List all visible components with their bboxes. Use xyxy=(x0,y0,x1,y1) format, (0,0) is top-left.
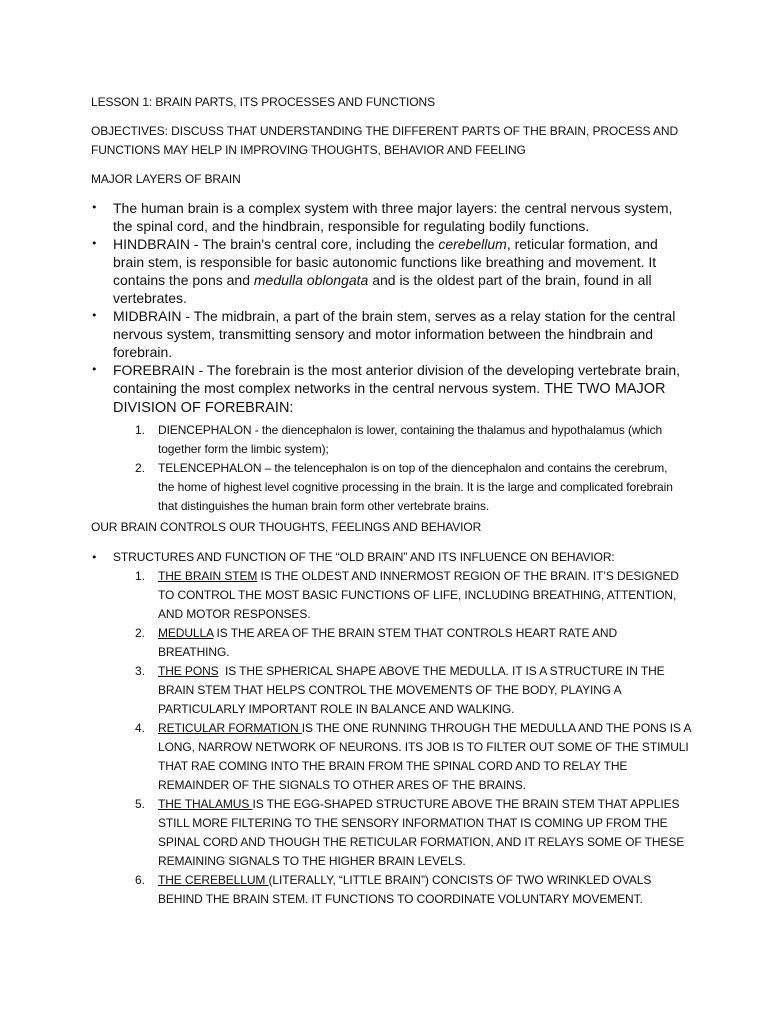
structure-term: THE CEREBELLUM xyxy=(158,873,269,887)
lesson-title: LESSON 1: BRAIN PARTS, ITS PROCESSES AND FUNCTIONS xyxy=(91,95,435,109)
objectives-line-1: OBJECTIVES: DISCUSS THAT UNDERSTANDING THE DIFFERENT PARTS OF THE BRAIN, PROCESS AND xyxy=(91,124,679,138)
midbrain-text: MIDBRAIN - The midbrain, a part of the brain stem, serves as a relay station for the central nervous system, transmitting sensory and motor information between the hindbrain and forebrain. xyxy=(113,308,676,360)
old-brain-intro-item xyxy=(91,548,691,909)
division-number: 2. xyxy=(135,461,145,475)
structure-text: IS THE EGG-SHAPED STRUCTURE ABOVE THE BRAIN STEM THAT APPLIES STILL MORE FILTERING TO THE SENSORY INFORMATION THAT IS COMING UP FROM THE SPINAL CORD AND THOUGH THE RETICULAR FORMATION, AND IT RELAYS SOME OF THESE REMAINING SIGNALS TO THE HIGHER BRAIN LEVELS. xyxy=(158,797,685,868)
midbrain-item xyxy=(91,307,681,361)
structure-term: MEDULLA xyxy=(158,626,214,640)
hindbrain-text-c: , reticular formation, and brain stem, is responsible for basic autonomic functions like breathing and movement. It contains the pons and xyxy=(113,236,658,288)
structure-term: THE BRAIN STEM xyxy=(158,569,258,583)
structure-text: IS THE ONE RUNNING THROUGH THE MEDULLA AND THE PONS IS A LONG, NARROW NETWORK OF NEURONS. ITS JOB IS TO FILTER OUT SOME OF THE STIMULI THAT RAE COMING INTO THE BRAIN FROM THE SPINAL CORD AND TO RELAY THE REMAINDER OF THE SIGNALS TO OTHER ARES OF THE BRAINS. xyxy=(158,721,691,792)
structure-term: THE PONS xyxy=(158,664,219,678)
forebrain-text: FOREBRAIN - The forebrain is the most anterior division of the developing vertebrate brain, containing the most complex networks in the central nervous system. xyxy=(113,362,681,396)
old-brain-structures-list xyxy=(113,567,691,909)
old-brain-list xyxy=(91,548,691,909)
objectives-line-2: FUNCTIONS MAY HELP IN IMPROVING THOUGHTS, BEHAVIOR AND FEELING xyxy=(91,143,526,157)
structure-number: 2. xyxy=(135,626,145,640)
forebrain-divisions-heading: THE TWO MAJOR DIVISION OF FOREBRAIN: xyxy=(113,381,666,416)
division-text: DIENCEPHALON - the diencephalon is lower, containing the thalamus and hypothalamus (which together form the limbic system); xyxy=(158,423,663,456)
division-item xyxy=(113,421,681,459)
structure-term: THE THALAMUS xyxy=(158,797,253,811)
structure-item xyxy=(113,871,691,909)
major-layers-heading: MAJOR LAYERS OF BRAIN xyxy=(91,172,241,186)
hindbrain-item xyxy=(91,235,681,307)
division-text: TELENCEPHALON – the telencephalon is on top of the diencephalon and contains the cerebrum, the home of highest level cognitive processing in the brain. It is the large and complicated forebrain that distinguishes the human brain form other vertebrate brains. xyxy=(158,461,673,513)
structure-number: 3. xyxy=(135,664,145,678)
division-item xyxy=(113,459,681,516)
structure-number: 5. xyxy=(135,797,145,811)
structure-text: IS THE AREA OF THE BRAIN STEM THAT CONTROLS HEART RATE AND BREATHING. xyxy=(158,626,618,659)
structure-text: (LITERALLY, “LITTLE BRAIN”) CONCISTS OF TWO WRINKLED OVALS BEHIND THE BRAIN STEM. IT FUNCTIONS TO COORDINATE VOLUNTARY MOVEMENT. xyxy=(158,873,652,906)
structure-item xyxy=(113,662,691,719)
forebrain-divisions-list xyxy=(113,421,681,516)
layers-intro-text: The human brain is a complex system with three major layers: the central nervous system, the spinal cord, and the hindbrain, responsible for regulating bodily functions. xyxy=(113,200,673,234)
layers-intro-item xyxy=(91,199,681,235)
medulla-oblongata-term: medulla oblongata xyxy=(253,272,369,288)
cerebellum-term: cerebellum xyxy=(438,236,507,252)
division-number: 1. xyxy=(135,423,145,437)
structure-number: 1. xyxy=(135,569,145,583)
hindbrain-text-a: HINDBRAIN - The brain's central core, including the xyxy=(113,236,439,252)
structure-text: IS THE SPHERICAL SHAPE ABOVE THE MEDULLA. IT IS A STRUCTURE IN THE BRAIN STEM THAT HELPS CONTROL THE MOVEMENTS OF THE BODY, PLAYING A PARTICULARLY IMPORTANT ROLE IN BALANCE AND WALKING. xyxy=(158,664,668,716)
structure-number: 6. xyxy=(135,873,145,887)
structure-item xyxy=(113,624,691,662)
structure-term: RETICULAR FORMATION xyxy=(158,721,302,735)
major-layers-list xyxy=(91,199,681,516)
structure-number: 4. xyxy=(135,721,145,735)
structure-text: IS THE OLDEST AND INNERMOST REGION OF THE BRAIN. IT’S DESIGNED TO CONTROL THE MOST BASIC FUNCTIONS OF LIFE, INCLUDING BREATHING, ATTENTION, AND MOTOR RESPONSES. xyxy=(158,569,679,621)
structure-item xyxy=(113,567,691,624)
old-brain-intro: STRUCTURES AND FUNCTION OF THE “OLD BRAIN” AND ITS INFLUENCE ON BEHAVIOR: xyxy=(113,550,615,564)
structure-item xyxy=(113,719,691,795)
structure-item xyxy=(113,795,691,871)
hindbrain-text-e: and is the oldest part of the brain, found in all vertebrates. xyxy=(113,272,652,306)
forebrain-item xyxy=(91,361,681,516)
controls-heading: OUR BRAIN CONTROLS OUR THOUGHTS, FEELINGS AND BEHAVIOR xyxy=(91,520,482,534)
